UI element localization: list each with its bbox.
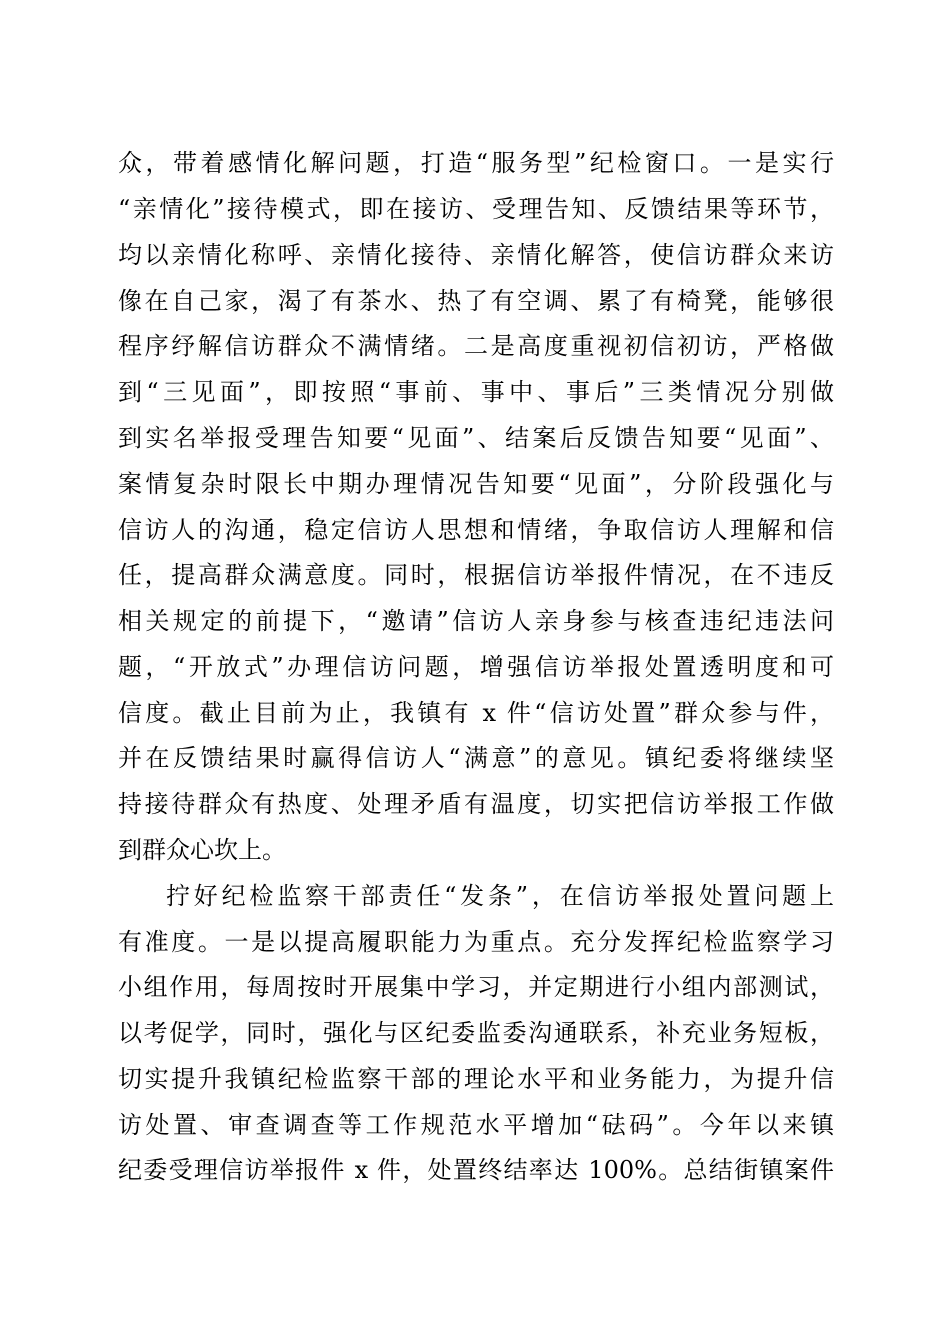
paragraph-2-line-7: 纪委受理信访举报件 x 件，处置终结率达 100%。总结街镇案件: [118, 1156, 834, 1184]
paragraph-1-line-13: 信度。截止目前为止，我镇有 x 件“信访处置”群众参与件，: [118, 699, 834, 727]
paragraph-1-line-11: 相关规定的前提下，“邀请”信访人亲身参与核查违纪违法问: [118, 607, 834, 635]
paragraph-1-line-1: 众，带着感情化解问题，打造“服务型”纪检窗口。一是实行: [118, 149, 834, 177]
paragraph-1-line-8: 案情复杂时限长中期办理情况告知要“见面”，分阶段强化与: [118, 470, 834, 498]
paragraph-2-line-3: 小组作用，每周按时开展集中学习，并定期进行小组内部测试，: [118, 973, 834, 1001]
paragraph-2-line-1: 拧好纪检监察干部责任“发条”，在信访举报处置问题上: [166, 882, 834, 910]
paragraph-1-line-12: 题，“开放式”办理信访问题，增强信访举报处置透明度和可: [118, 653, 834, 681]
paragraph-1-line-10: 任，提高群众满意度。同时，根据信访举报件情况，在不违反: [118, 561, 834, 589]
paragraph-2-line-5: 切实提升我镇纪检监察干部的理论水平和业务能力，为提升信: [118, 1065, 834, 1093]
paragraph-1-line-2: “亲情化”接待模式，即在接访、受理告知、反馈结果等环节，: [118, 195, 834, 223]
paragraph-1-line-16: 到群众心坎上。: [118, 836, 286, 864]
paragraph-2-line-2: 有准度。一是以提高履职能力为重点。充分发挥纪检监察学习: [118, 928, 834, 956]
paragraph-2-line-6: 访处置、审查调查等工作规范水平增加“砝码”。今年以来镇: [118, 1111, 834, 1139]
paragraph-1-line-7: 到实名举报受理告知要“见面”、结案后反馈告知要“见面”、: [118, 424, 834, 452]
paragraph-1-line-4: 像在自己家，渴了有茶水、热了有空调、累了有椅凳，能够很: [118, 287, 834, 315]
paragraph-1-line-15: 持接待群众有热度、处理矛盾有温度，切实把信访举报工作做: [118, 790, 834, 818]
paragraph-1-line-9: 信访人的沟通，稳定信访人思想和情绪，争取信访人理解和信: [118, 516, 834, 544]
paragraph-1-line-5: 程序纾解信访群众不满情绪。二是高度重视初信初访，严格做: [118, 332, 834, 360]
paragraph-1-line-6: 到“三见面”，即按照“事前、事中、事后”三类情况分别做: [118, 378, 834, 406]
paragraph-2-line-4: 以考促学，同时，强化与区纪委监委沟通联系，补充业务短板，: [118, 1019, 834, 1047]
paragraph-1-line-14: 并在反馈结果时赢得信访人“满意”的意见。镇纪委将继续坚: [118, 744, 834, 772]
paragraph-1-line-3: 均以亲情化称呼、亲情化接待、亲情化解答，使信访群众来访: [118, 241, 834, 269]
